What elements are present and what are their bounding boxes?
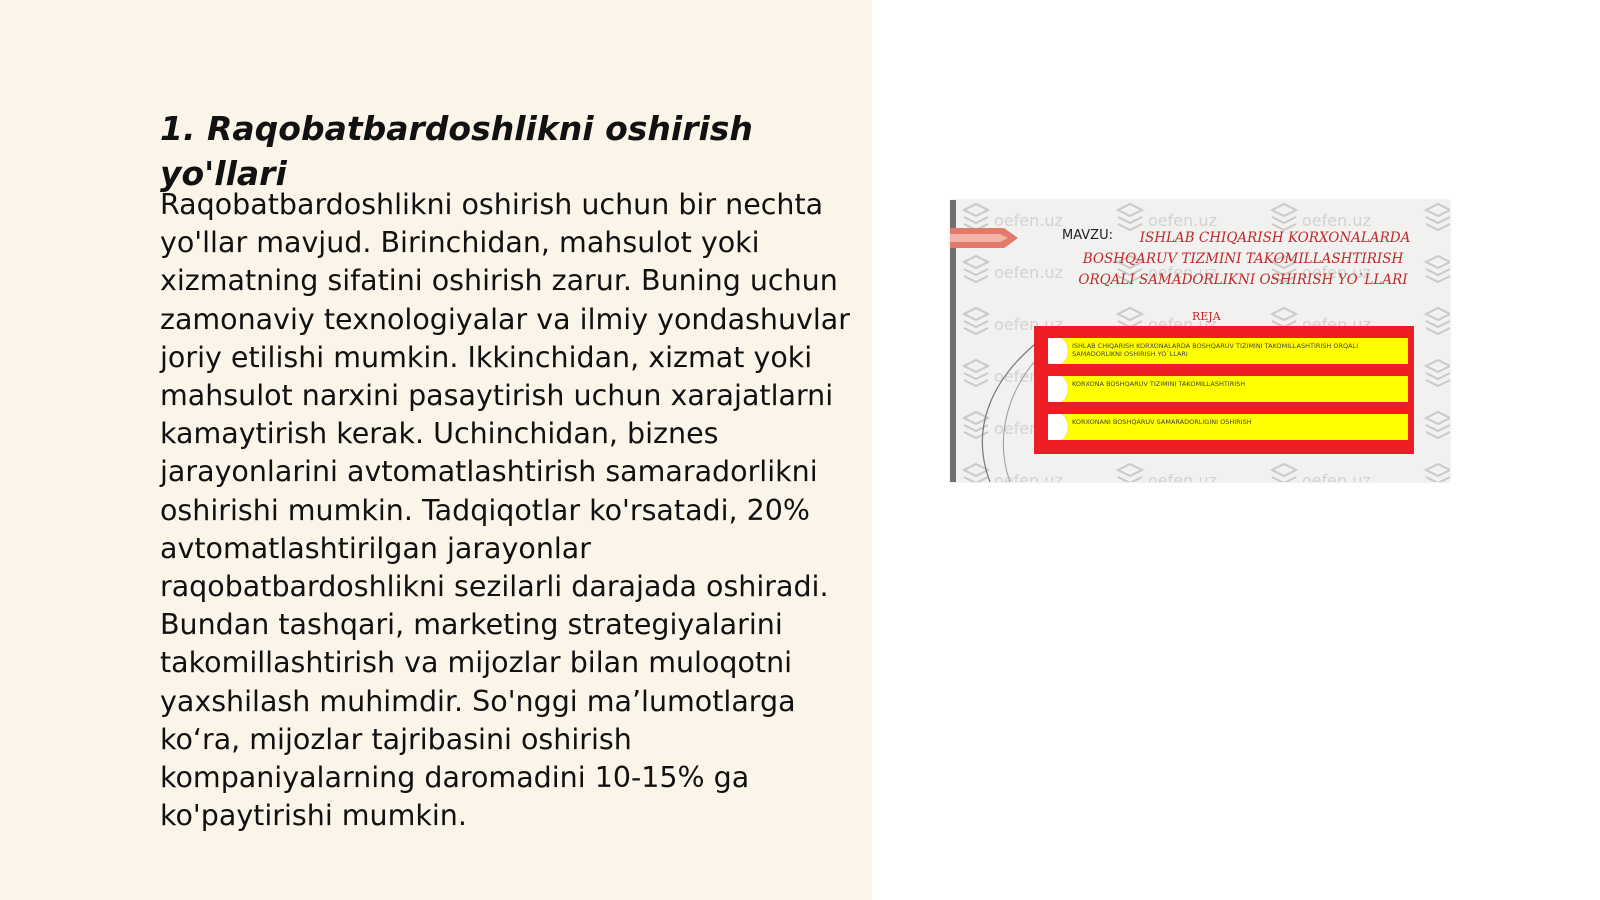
- reja-item-text: KORXONA BOSHQARUV TIZIMINI TAKOMILLASHTIRISH: [1072, 380, 1246, 388]
- bullet-circle: [1048, 338, 1068, 364]
- bullet-circle: [1048, 376, 1068, 402]
- reja-box: [1034, 326, 1414, 454]
- reja-item-text: KORXONANI BOSHQARUV SAMARADORLIGINI OSHIRISH: [1072, 418, 1252, 426]
- slide-thumbnail-image: [950, 200, 1450, 482]
- reja-item: [1048, 376, 1408, 402]
- reja-item: [1048, 414, 1408, 440]
- slide-heading: 1. Raqobatbardoshlikni oshirish yo'llari: [160, 109, 753, 193]
- mavzu-label: MAVZU:: [1062, 228, 1113, 243]
- reja-item-text: ISHLAB CHIQARISH KORXONALARDA BOSHQARUV TIZIMINI TAKOMILLASHTIRISH ORQALI SAMADORLIKNI OSHIRISH YO`LLARI: [1072, 342, 1359, 358]
- red-arrow-icon: [950, 224, 1020, 252]
- bullet-circle: [1048, 414, 1068, 440]
- reja-label: REJA: [1192, 310, 1221, 323]
- slide-body-text: Raqobatbardoshlikni oshirish uchun bir nechta yo'llar mavjud. Birinchidan, mahsulot yoki xizmatning sifatini oshirish zarur. Buning uchun zamonaviy texnologiyalar va ilmiy yondashuvlar joriy etilishi mumkin. Ikkinchidan, xizmat yoki mahsulot narxini pasaytirish uchun xarajatlarni kamaytirish kerak. Uchinchidan, biznes jarayonlarini avtomatlashtirish samaradorlikni oshirishi mumkin. Tadqiqotlar ko'rsatadi, 20% avtomatlashtirilgan jarayonlar raqobatbardoshlikni sezilarli darajada oshiradi. Bundan tashqari, marketing strategiyalarini takomillashtirish va mijozlar bilan muloqotni yaxshilash muhimdir. So'nggi ma’lumotlarga ko‘ra, mijozlar tajribasini oshirish kompaniyalarning daromadini 10-15% ga ko'paytirishi mumkin.: [160, 188, 850, 833]
- reja-item: [1048, 338, 1408, 364]
- mavzu-title: ISHLAB CHIQARISH KORXONALARDA BOSHQARUV TIZMINI TAKOMILLASHTIRISH ORQALI SAMADORLIKNI OSHIRISH YO`LLARI: [1078, 230, 1411, 288]
